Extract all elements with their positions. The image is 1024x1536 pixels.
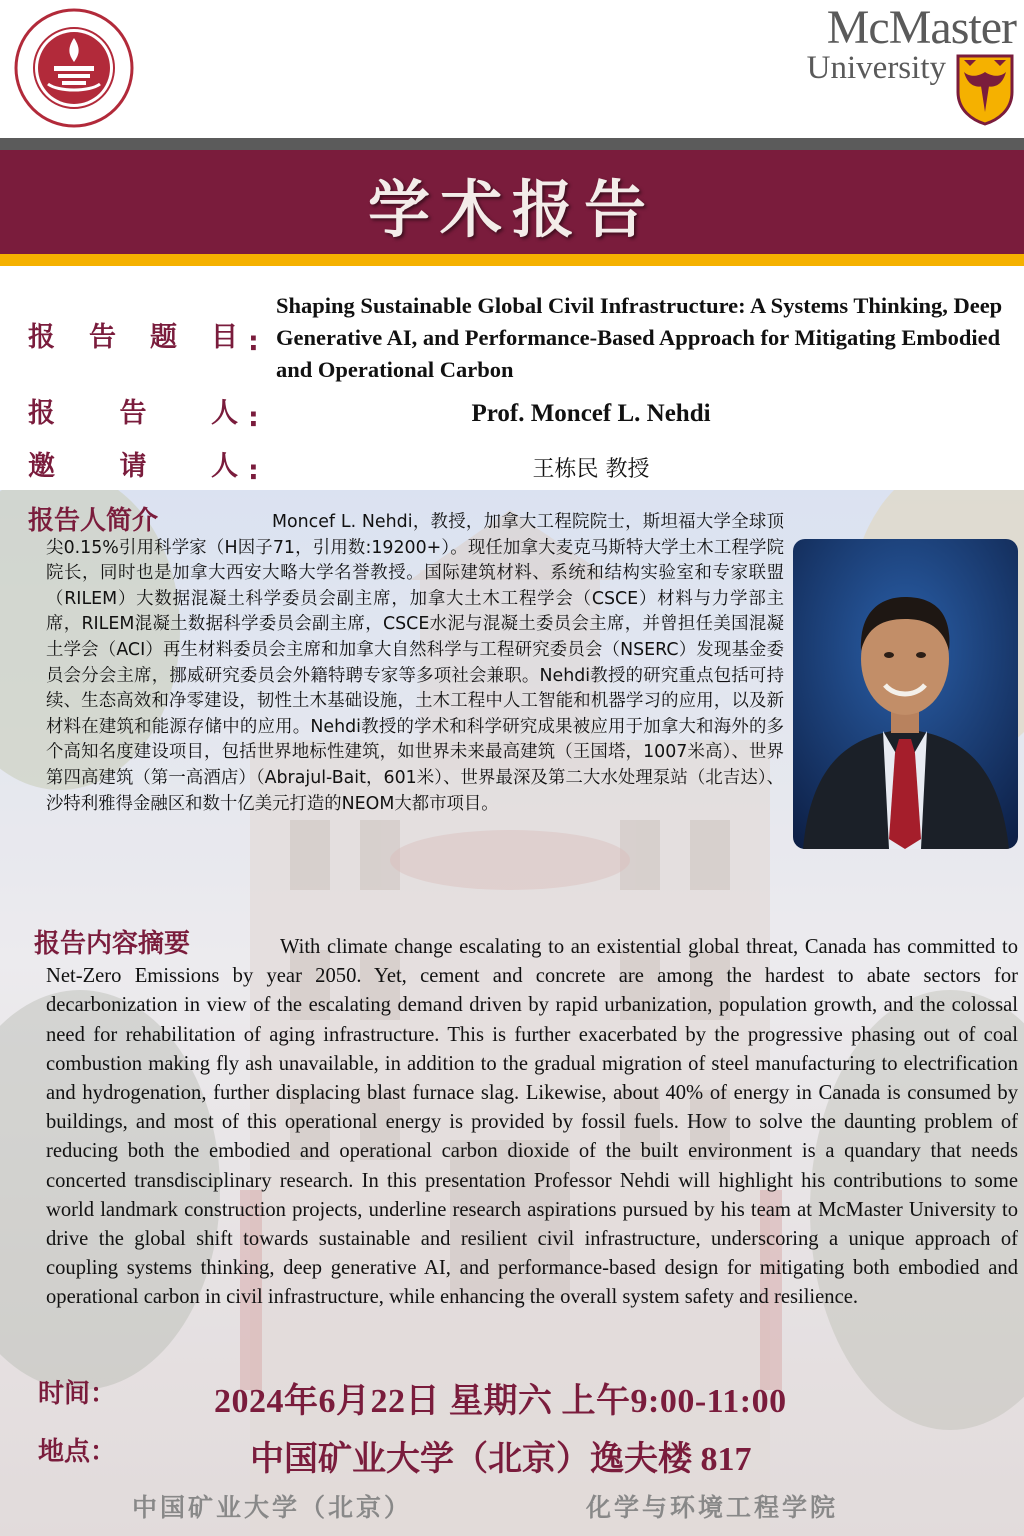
mcmaster-subtitle: University xyxy=(806,50,946,86)
speaker-label xyxy=(28,398,238,430)
footer-university: 中国矿业大学（北京） xyxy=(132,1493,413,1522)
inviter-label-char: 邀 xyxy=(28,451,55,482)
topic-label-char: 告 xyxy=(89,322,116,353)
topic-label-char: 题 xyxy=(150,322,177,353)
banner-title: 学术报告 xyxy=(367,173,656,246)
header xyxy=(0,0,1024,138)
place-label: 地点： xyxy=(38,1437,117,1467)
time-value: 2024年6月22日 星期六 上午9:00-11:00 xyxy=(214,1383,787,1420)
banner-top-stripe xyxy=(0,138,1024,150)
inviter-label-char: 请 xyxy=(119,451,147,482)
speaker-label-char: 报 xyxy=(28,398,55,429)
inviter-label-char: 人 xyxy=(211,451,238,482)
topic-text: Shaping Sustainable Global Civil Infrastructure: A Systems Thinking, Deep Generative AI, and Performance-Based Approach for Mitigating Embodied and Operational Carbon xyxy=(276,293,1003,382)
speaker-colon: : xyxy=(248,402,259,433)
mcmaster-name: McMaster xyxy=(826,1,1016,54)
speaker-photo xyxy=(793,539,1018,849)
inviter-colon: : xyxy=(248,455,259,486)
topic-colon: : xyxy=(248,326,259,357)
cumt-logo xyxy=(8,6,140,130)
title-banner xyxy=(0,138,1024,266)
topic-label-char: 报 xyxy=(28,322,55,353)
place-value: 中国矿业大学（北京）逸夫楼 817 xyxy=(250,1441,752,1478)
speaker-name: Prof. Moncef L. Nehdi xyxy=(471,400,711,427)
speaker-label-char: 人 xyxy=(211,398,238,429)
inviter-label xyxy=(28,451,238,483)
topic-label xyxy=(28,322,238,354)
banner-bottom-stripe xyxy=(0,254,1024,266)
mcmaster-crest-icon xyxy=(954,52,1016,126)
bio-text: Moncef L. Nehdi，教授，加拿大工程院院士，斯坦福大学全球顶尖0.15%引用科学家（H因子71，引用数:19200+）。现任加拿大麦克马斯特大学土木工程学院院长，同时也是加拿大西安大略大学名誉教授。国际建筑材料、系统和结构实验室和专家联盟（RILEM）大数据混凝土科学委员会副主席，加拿大土木工程学会（CSCE）材料与力学部主席，RILEM混凝土数据科学委员会副主席，CSCE水泥与混凝土委员会主席，并曾担任美国混凝土学会（ACI）再生材料委员会主席和加拿大自然科学与工程研究委员会（NSERC）发现基金委员会分会主席，挪威研究委员会外籍特聘专家等多项社会兼职。Nehdi教授的研究重点包括可持续、生态高效和净零建设，韧性土木基础设施，土木工程中人工智能和机器学习的应用，以及新材料在建筑和能源存储中的应用。Nehdi教授的学术和科学研究成果被应用于加拿大和海外的多个高知名度建设项目，包括世界地标性建筑，如世界未来最高建筑（王国塔，1007米高）、世界第四高建筑（第一高酒店）（Abrajul-Bait，601米）、世界最深及第二大水处理泵站（北吉达）、沙特利雅得金融区和数十亿美元打造的NEOM大都市项目。 xyxy=(46,512,784,814)
abstract-text: With climate change escalating to an existential global threat, Canada has committed to Net-Zero Emissions by year 2050. Yet, cement and concrete are among the hardest to abate sectors for decarbonization in view of the escalating demand driven by rapid urbanization, population growth, and the colossal need for rehabilitation of aging infrastructure. This is further exacerbated by the progressive phasing out of coal combustion making fly ash unavailable, in addition to the gradual migration of steel manufacturing to electrification and hydrogenation, further displacing blast furnace slag. Likewise, about 40% of energy in Canada is consumed by buildings, and most of this operational energy is provided by fossil fuels. How to solve the daunting problem of reducing both the embodied and operational carbon dioxide of the built environment is a quandary that needs concerted transdisciplinary research. In this presentation Professor Nehdi will highlight his contributions to some world landmark construction projects, underline research aspirations pursued by his team at McMaster University to drive the global shift towards sustainable and resilient civil infrastructure, underscoring a unique approach of coupling systems thinking, deep generative AI, and performance-based design for mitigating both embodied and operational carbon in civil infrastructure, while enhancing the overall system safety and resilience. xyxy=(46,936,1018,1309)
footer-school: 化学与环境工程学院 xyxy=(586,1493,839,1522)
bio-label: 报告人简介 xyxy=(28,506,159,536)
inviter-name: 王栋民 教授 xyxy=(532,457,650,482)
topic-label-char: 目 xyxy=(211,322,238,353)
time-label: 时间： xyxy=(38,1379,117,1409)
abstract-label: 报告内容摘要 xyxy=(34,929,191,959)
speaker-label-char: 告 xyxy=(119,398,147,429)
